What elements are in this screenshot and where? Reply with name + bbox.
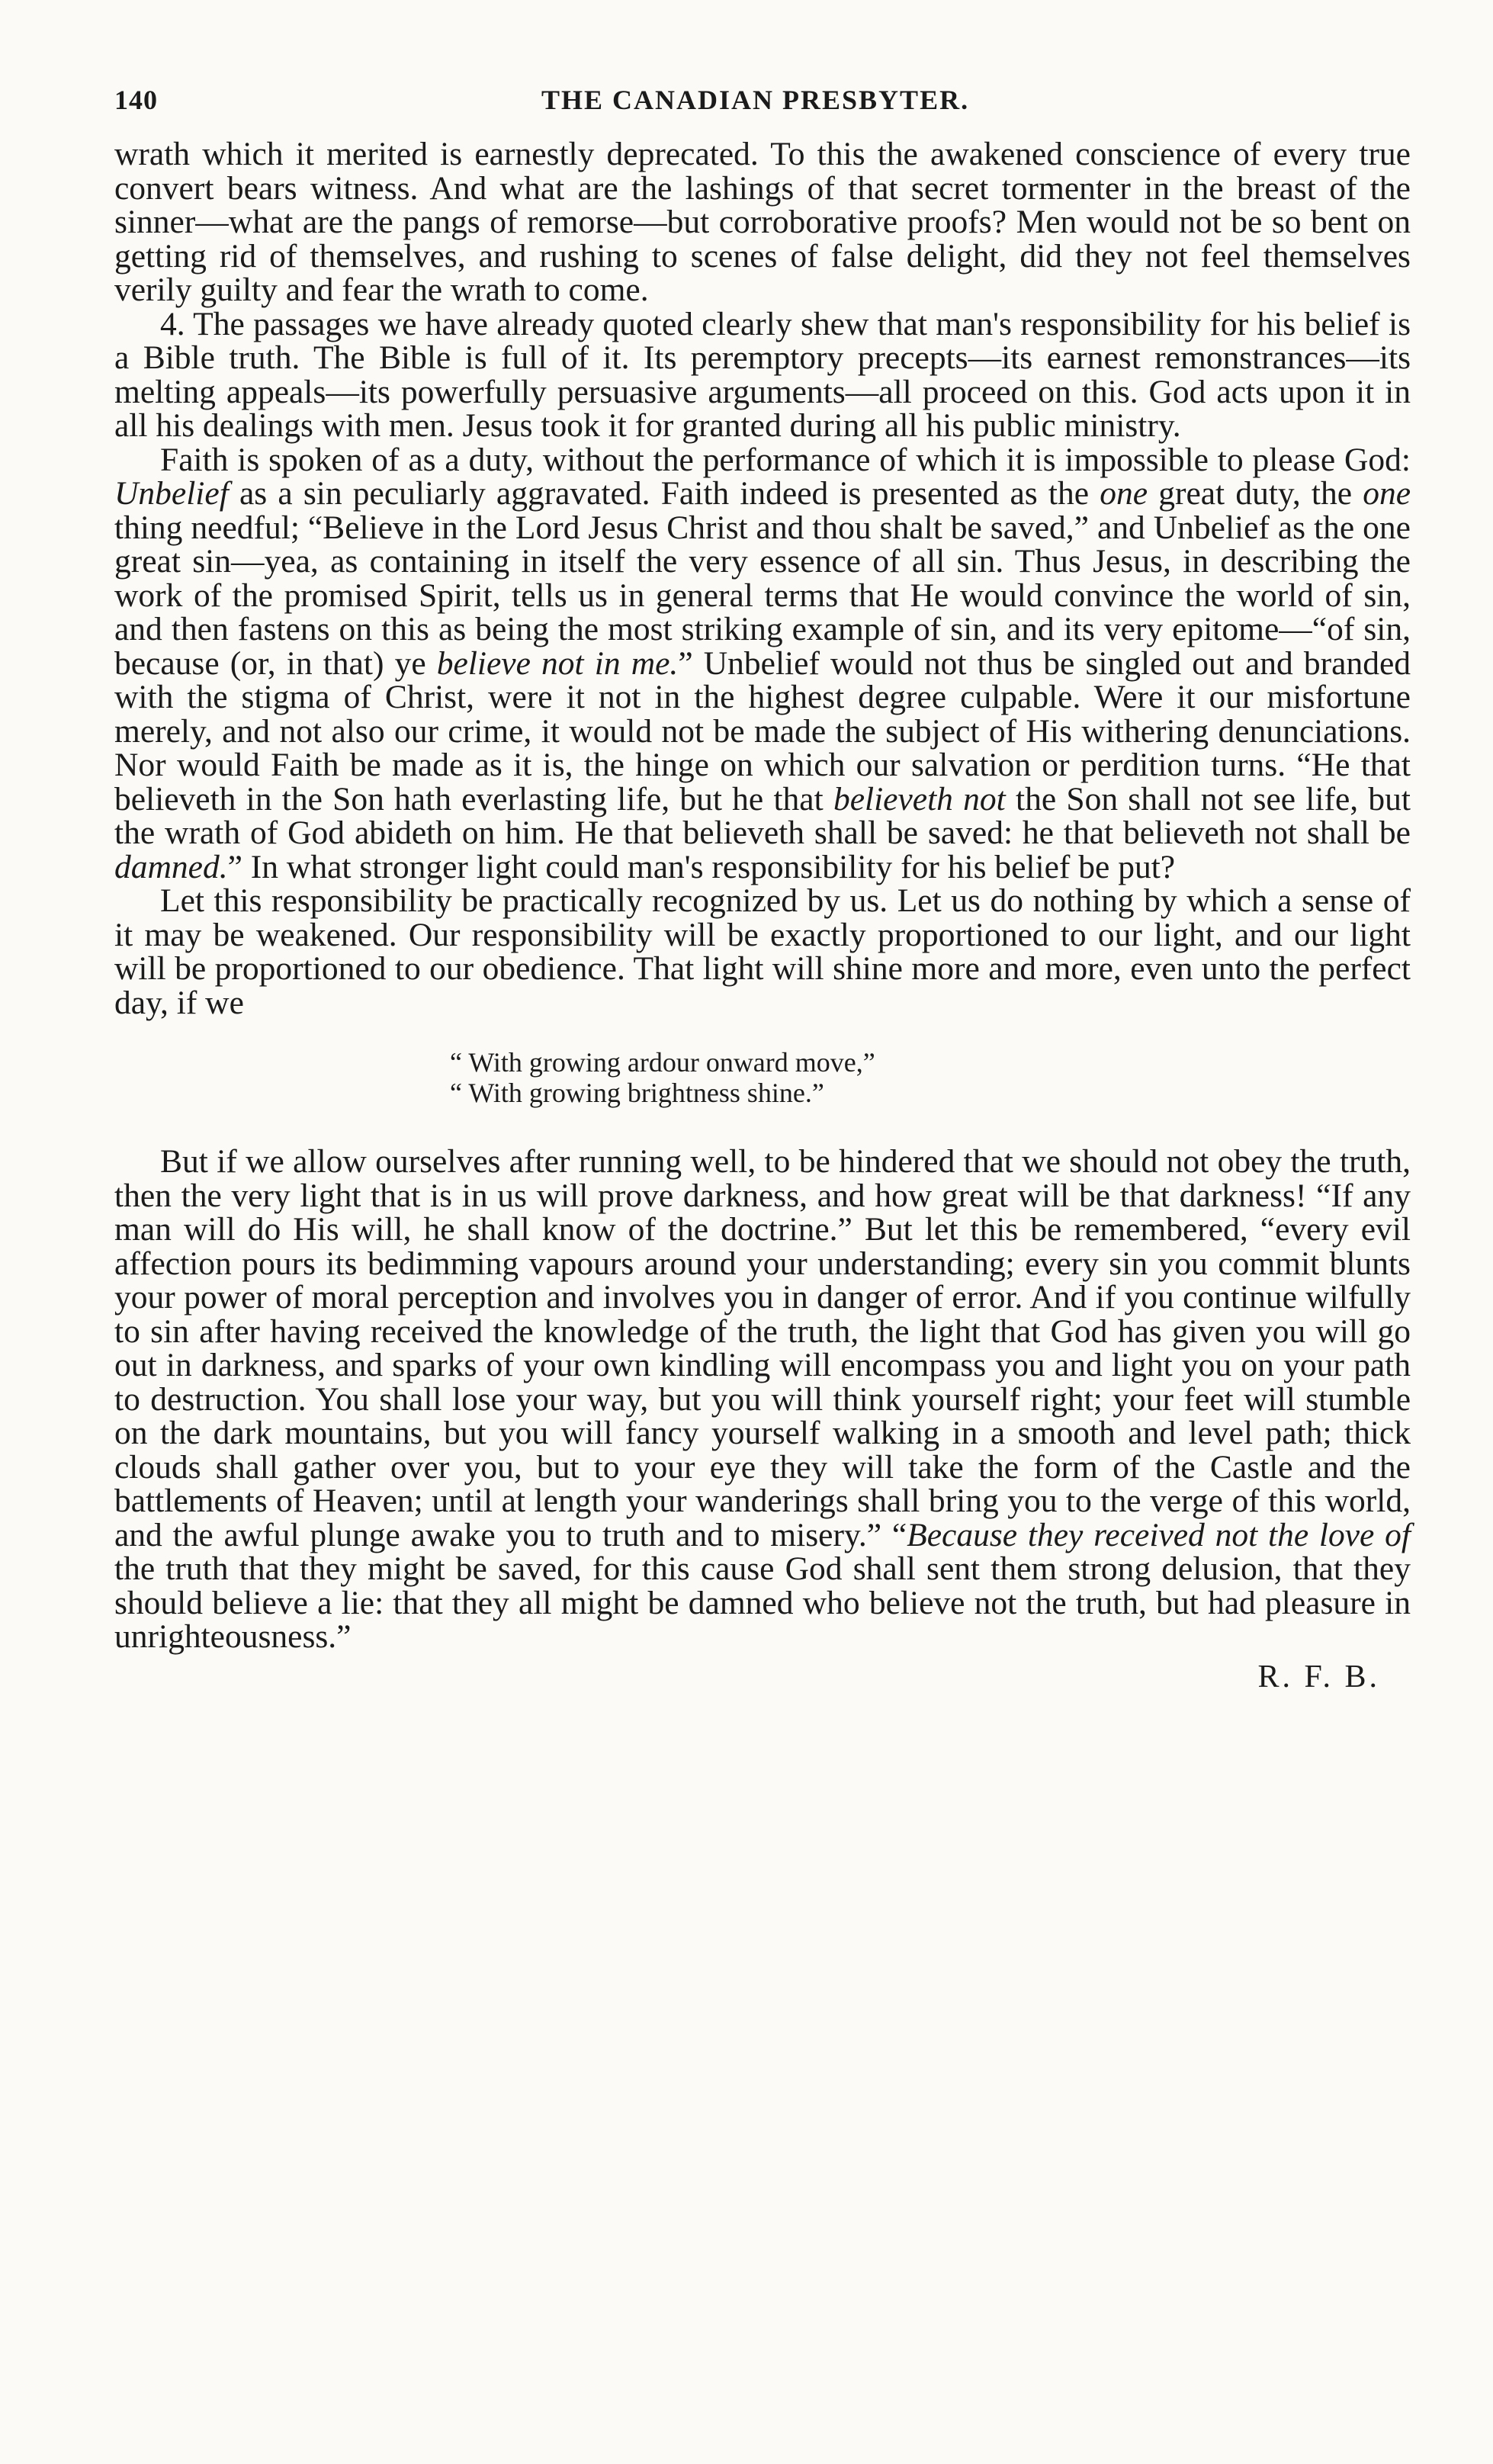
italic-text: Unbelief	[114, 475, 229, 512]
text-run: But if we allow ourselves after running well, to be hindered that we should not obey the truth, then the very light that is in us will prove darkness, and how great will be that darkness! “If any man will do His will, he shall know of the doctrine.” But let this be remembered, “every evil affection pours its bedimming vapours around your understanding; every sin you commit blunts your power of moral perception and involves you in danger of error. And if you continue wilfully to sin after having received the knowledge of the truth, the light that God has given you will go out in darkness, and sparks of your own kindling will encompass you and light you on your path to destruction. You shall lose your way, but you will think yourself right; your feet will stumble on the dark mountains, but you will fancy yourself walking in a smooth and level path; thick clouds shall gather over you, but to your eye they will take the form of the Castle and the battlements of Heaven; until at length your wanderings shall bring you to the verge of this world, and the awful plunge awake you to truth and to misery.” “	[114, 1143, 1411, 1553]
text-run: wrath which it merited is earnestly deprecated. To this the awakened conscience of every true convert bears witness. And what are the lashings of that secret tormenter in the breast of the sinner—what are the pangs of remorse—but corroborative proofs? Men would not be so bent on getting rid of themselves, and rushing to scenes of false delight, did they not feel themselves verily guilty and fear the wrath to come.	[114, 136, 1411, 308]
text-run: 4. The passages we have already quoted clearly shew that man's responsibility for his belief is a Bible truth. The Bible is full of it. Its peremptory precepts—its earnest remonstrances—its melting appeals—its powerfully persuasive arguments—all proceed on this. God acts upon it in all his dealings with men. Jesus took it for granted during all his public ministry.	[114, 305, 1411, 444]
verse-quotation	[450, 1047, 1411, 1108]
italic-text: one	[1100, 475, 1148, 512]
paragraph-list	[114, 137, 1411, 1020]
text-run: the truth that they might be saved, for this cause God shall sent them strong delusion, that they should believe a lie: that they all might be damned who believe not the truth, but had pleasure in unrighteousness.”	[114, 1550, 1411, 1655]
italic-text: damned.	[114, 848, 228, 885]
text-run: great duty, the	[1148, 475, 1363, 512]
text-run: ” Unbelief would not thus be singled out and branded with the stigma of Christ, were it not in the highest degree culpable. Were it our misfortune merely, and not also our crime, it would not be made the subject of His withering denunciations. Nor would Faith be made as it is, the hinge on which our salvation or perdition turns. “He that believeth in the Son hath everlasting life, but he that	[114, 644, 1411, 818]
paragraph	[114, 307, 1411, 443]
page-number: 140	[114, 85, 158, 115]
paragraph	[114, 137, 1411, 307]
italic-text: one	[1363, 475, 1411, 512]
running-head: THE CANADIAN PRESBYTER.	[541, 85, 970, 115]
text-run: Let this responsibility be practically recognized by us. Let us do nothing by which a sense of it may be weakened. Our responsibility will be exactly proportioned to our light, and our light will be proportioned to our obedience. That light will shine more and more, even unto the perfect day, if we	[114, 882, 1411, 1021]
text-run: as a sin peculiarly aggravated. Faith indeed is presented as the	[228, 475, 1100, 512]
text-run: the Son shall not see life, but the wrath of God abideth on him. He that believeth shall be saved: he that believeth not shall be	[114, 780, 1411, 851]
paragraph	[114, 884, 1411, 1020]
italic-text: believe not in me.	[436, 644, 679, 682]
text-run: ” In what stronger light could man's responsibility for his belief be put?	[227, 848, 1176, 885]
paragraph	[114, 443, 1411, 885]
italic-text: Because they received not the love of	[907, 1516, 1411, 1553]
article-body	[114, 137, 1411, 1654]
author-signature: R. F. B.	[1257, 1659, 1380, 1695]
verse-line: “ With growing brightness shine.”	[450, 1078, 824, 1108]
text-run: thing needful; “Believe in the Lord Jesus Christ and thou shalt be saved,” and Unbelief as the one great sin—yea, as containing in itself the very essence of all sin. Thus Jesus, in describing the work of the promised Spirit, tells us in general terms that He would convince the world of sin, and then fastens on this as being the most striking example of sin, and its very epitome—“of sin, because (or, in that) ye	[114, 509, 1411, 682]
document-page	[114, 84, 1411, 1695]
verse-line: “ With growing ardour onward move,”	[450, 1047, 875, 1078]
text-run: Faith is spoken of as a duty, without the performance of which it is impossible to please God:	[160, 441, 1411, 478]
closing-paragraph-container	[114, 1145, 1411, 1654]
page-header	[114, 84, 1411, 137]
italic-text: believeth not	[833, 780, 1006, 818]
paragraph	[114, 1145, 1411, 1654]
